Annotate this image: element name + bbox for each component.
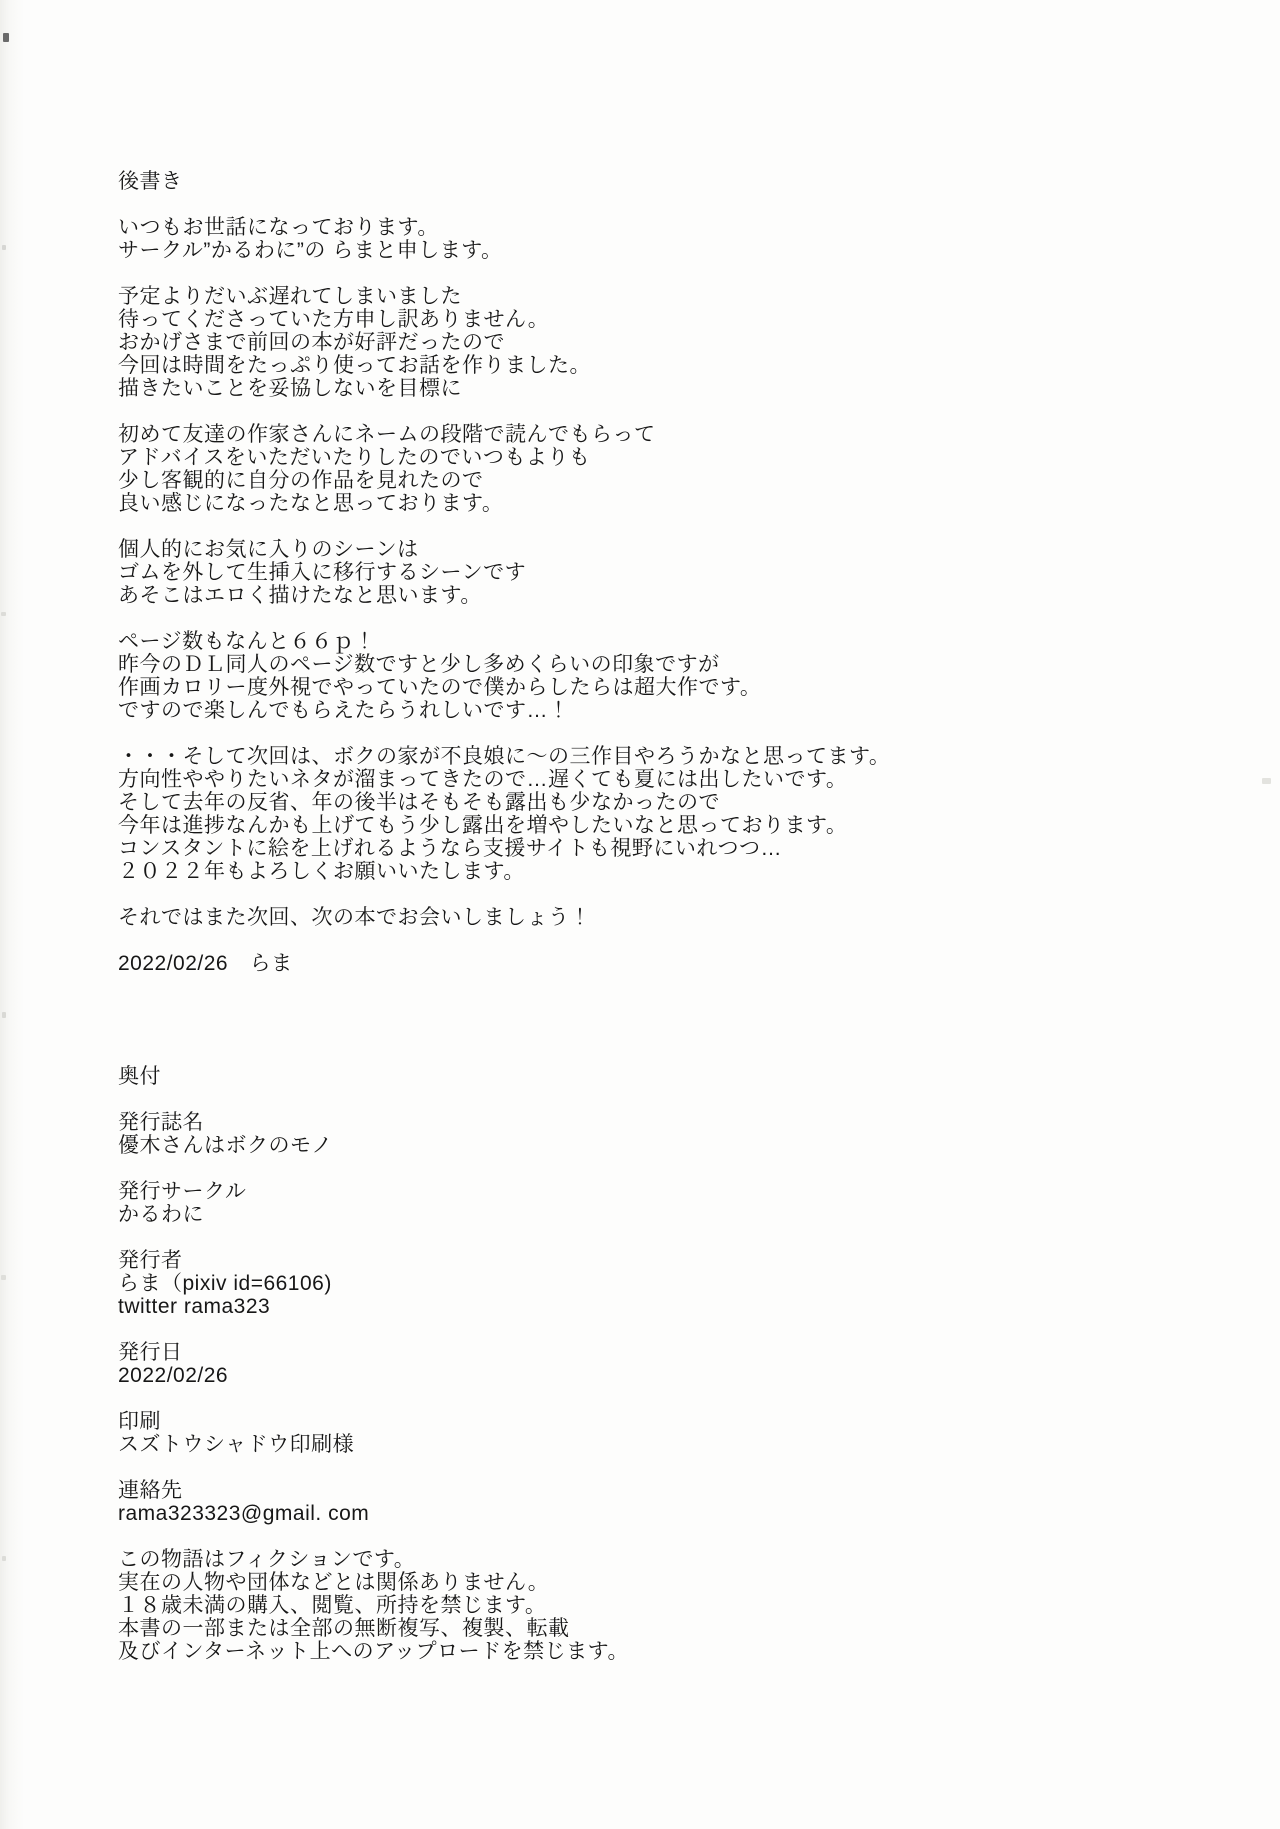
colophon-entry (118, 1410, 1218, 1456)
colophon-entry-label: 発行日 (118, 1341, 183, 1364)
afterword-signoff: 2022/02/26 らま (118, 952, 293, 975)
colophon-entry-value: かるわに (118, 1203, 204, 1226)
colophon-title: 奥付 (118, 1065, 161, 1088)
text-line: 予定よりだいぶ遅れてしまいました (118, 285, 462, 308)
scan-speck (1262, 778, 1271, 784)
colophon-entry-label: 発行サークル (118, 1180, 247, 1203)
text-line: 少し客観的に自分の作品を見れたので (118, 469, 484, 492)
text-line: アドバイスをいただいたりしたのでいつもよりも (118, 446, 591, 469)
text-line: 個人的にお気に入りのシーンは (118, 538, 419, 561)
scan-edge-artifact (0, 0, 26, 1829)
paragraph (118, 216, 1218, 262)
text-line: あそこはエロく描けたなと思います。 (118, 584, 482, 607)
colophon-entry (118, 1341, 1218, 1387)
afterword-title: 後書き (118, 170, 183, 193)
text-line: いつもお世話になっております。 (118, 216, 439, 239)
text-line: 待ってくださっていた方申し訳ありません。 (118, 308, 550, 331)
colophon-entry-label: 発行者 (118, 1249, 183, 1272)
text-line: ２０２２年もよろしくお願いいたします。 (118, 860, 525, 883)
text-line: 今年は進捗なんかも上げてもう少し露出を増やしたいなと思っております。 (118, 814, 848, 837)
colophon-entry (118, 1249, 1218, 1318)
colophon-entry-value: 2022/02/26 (118, 1364, 229, 1387)
paragraph (118, 906, 1218, 929)
colophon-entry (118, 1111, 1218, 1157)
text-line: 方向性ややりたいネタが溜まってきたので…遅くても夏には出したいです。 (118, 768, 848, 791)
colophon-entry-label: 連絡先 (118, 1479, 183, 1502)
paragraph (118, 423, 1218, 515)
colophon-entry-label: 発行誌名 (118, 1111, 204, 1134)
text-line: この物語はフィクションです。 (118, 1548, 416, 1571)
scan-speck (1, 1275, 6, 1280)
scan-speck (1, 612, 6, 616)
text-line: ・・・そして次回は、ボクの家が不良娘に～の三作目やろうかなと思ってます。 (118, 745, 891, 768)
text-line: コンスタントに絵を上げれるようなら支援サイトも視野にいれつつ… (118, 837, 782, 860)
text-line: 実在の人物や団体などとは関係ありません。 (118, 1571, 550, 1594)
text-line: 今回は時間をたっぷり使ってお話を作りました。 (118, 354, 591, 377)
colophon-entry (118, 1479, 1218, 1525)
colophon-entry-value: らま（pixiv id=66106) (118, 1272, 332, 1295)
text-line: 昨今のＤＬ同人のページ数ですと少し多めくらいの印象ですが (118, 653, 720, 676)
text-line: サークル”かるわに”の らまと申します。 (118, 239, 503, 262)
text-line: 良い感じになったなと思っております。 (118, 492, 504, 515)
paragraph (118, 285, 1218, 400)
colophon-entry-label: 印刷 (118, 1410, 161, 1433)
text-line: 作画カロリー度外視でやっていたので僕からしたらは超大作です。 (118, 676, 762, 699)
paragraph (118, 630, 1218, 722)
colophon-notice (118, 1548, 1218, 1663)
colophon-entry-value: 優木さんはボクのモノ (118, 1134, 333, 1157)
colophon-entry-value: スズトウシャドウ印刷様 (118, 1433, 355, 1456)
text-line: 描きたいことを妥協しないを目標に (118, 377, 462, 400)
text-line: 本書の一部または全部の無断複写、複製、転載 (118, 1617, 570, 1640)
colophon-entry-value: twitter rama323 (118, 1295, 271, 1318)
text-line: ページ数もなんと６６ｐ！ (118, 630, 376, 653)
text-line: １８歳未満の購入、閲覧、所持を禁じます。 (118, 1594, 547, 1617)
text-line: 及びインターネット上へのアップロードを禁じます。 (118, 1640, 629, 1663)
text-line: そして去年の反省、年の後半はそもそも露出も少なかったので (118, 791, 720, 814)
text-line: 初めて友達の作家さんにネームの段階で読んでもらって (118, 423, 656, 446)
colophon-entry (118, 1180, 1218, 1226)
colophon-section (118, 1065, 1218, 1663)
colophon-entries (118, 1111, 1218, 1525)
afterword-body (118, 216, 1218, 929)
scan-speck (3, 33, 9, 42)
scan-speck (2, 245, 6, 250)
text-line: おかげさまで前回の本が好評だったので (118, 331, 505, 354)
text-line: ですので楽しんでもらえたらうれしいです…！ (118, 699, 570, 722)
scan-speck (2, 1556, 6, 1561)
scan-speck (2, 1012, 6, 1018)
text-line: ゴムを外して生挿入に移行するシーンです (118, 561, 527, 584)
paragraph (118, 538, 1218, 607)
paragraph (118, 745, 1218, 883)
colophon-entry-value: rama323323@gmail. com (118, 1502, 370, 1525)
text-line: それではまた次回、次の本でお会いしましょう！ (118, 906, 591, 929)
afterword-section (118, 170, 1218, 975)
